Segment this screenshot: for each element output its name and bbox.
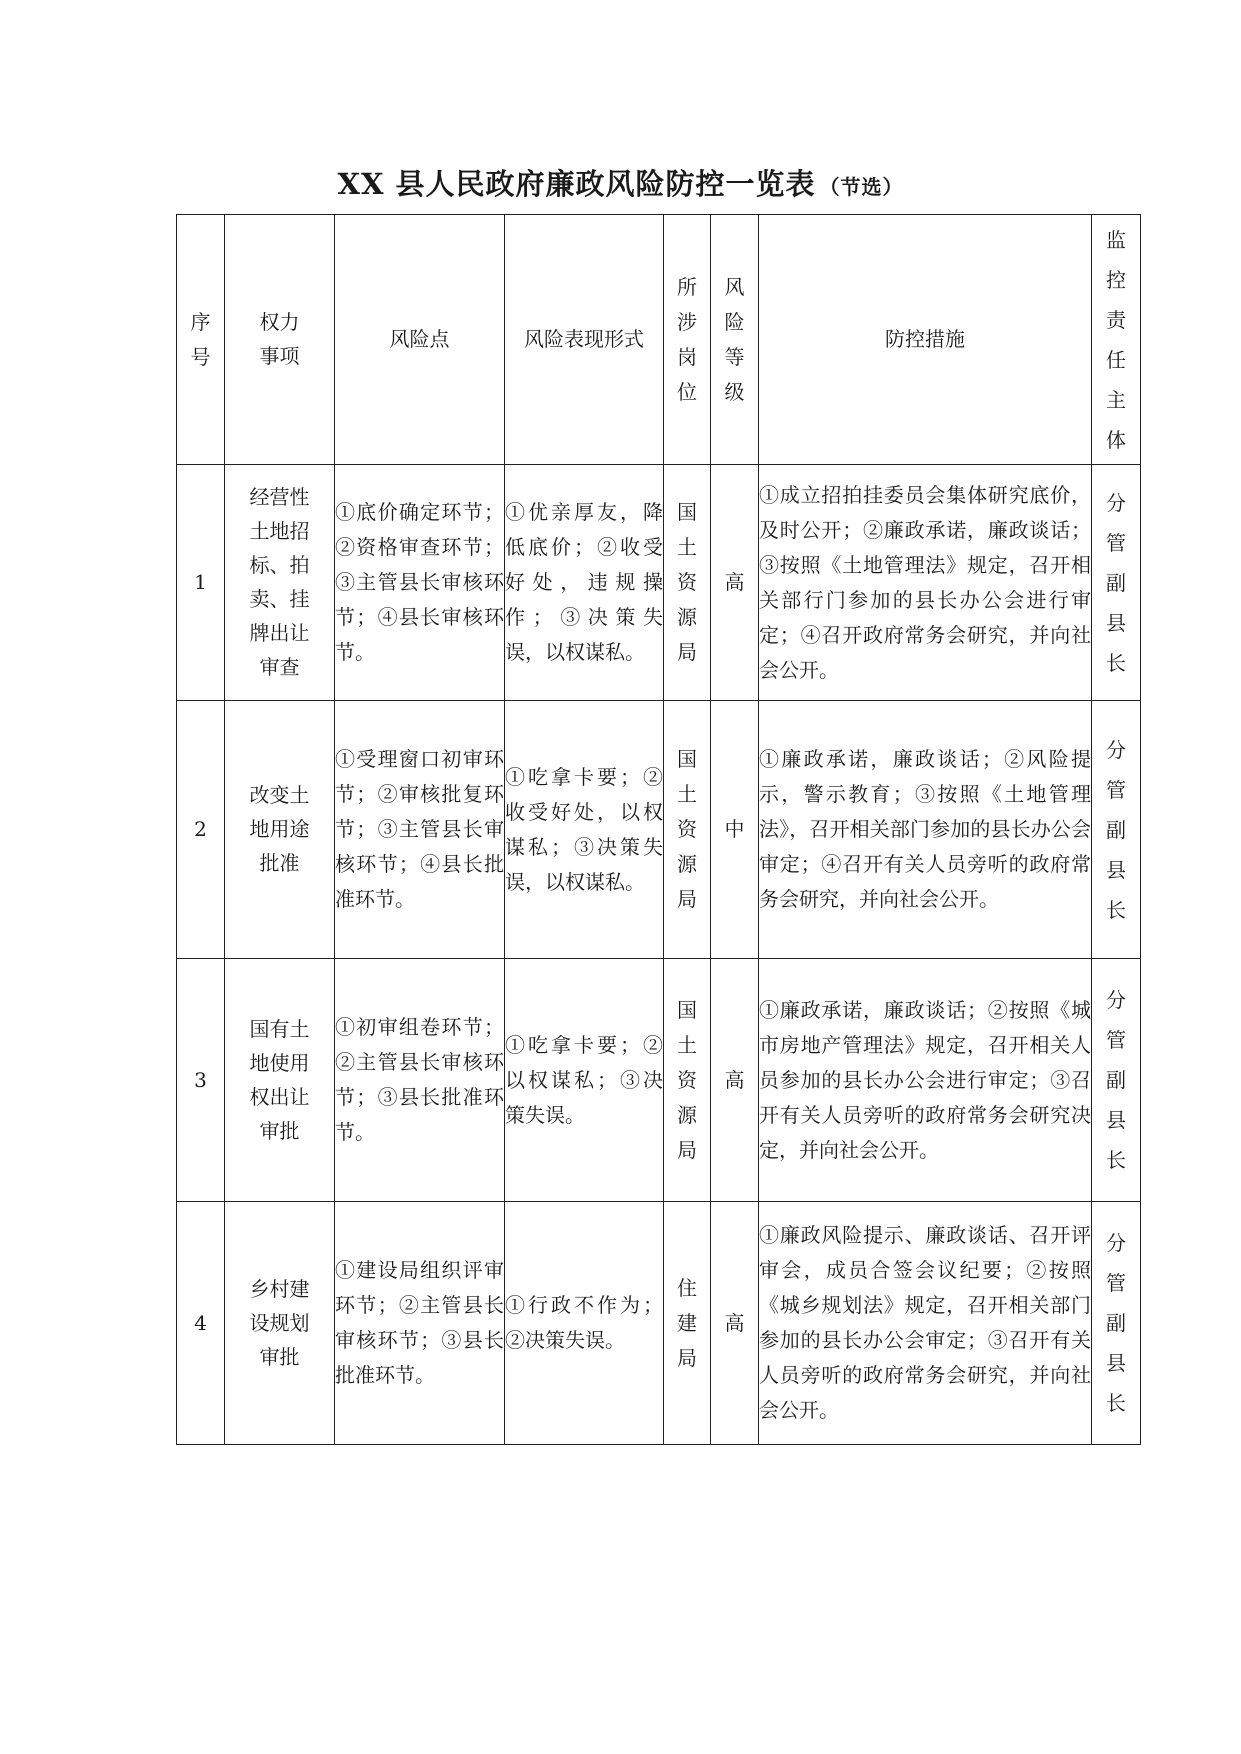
header-level: 风险等级	[711, 215, 759, 465]
cell-supervisor: 分管副县长	[1092, 465, 1141, 701]
cell-risk-point: ①底价确定环节；②资格审查环节；③主管县长审核环节；④县长审核环节。	[335, 465, 505, 701]
cell-risk-point: ①受理窗口初审环节；②审核批复环节；③主管县长审核环节；④县长批准环节。	[335, 701, 505, 959]
cell-matter: 乡村建设规划审批	[225, 1202, 335, 1445]
cell-dept: 住建局	[664, 1202, 711, 1445]
page-title	[0, 164, 1241, 207]
title-sub: （节选）	[819, 175, 904, 199]
cell-level: 高	[711, 465, 759, 701]
cell-measures: ①成立招拍挂委员会集体研究底价，及时公开；②廉政承诺，廉政谈话；③按照《土地管理法》规定，召开相关部行门参加的县长办公会进行审定；④召开政府常务会研究，并向社会公开。	[759, 465, 1092, 701]
cell-risk-form: ①吃拿卡要；②收受好处，以权谋私；③决策失误，以权谋私。	[505, 701, 664, 959]
cell-measures: ①廉政风险提示、廉政谈话、召开评审会，成员合签会议纪要；②按照《城乡规划法》规定，召开相关部门参加的县长办公会审定；③召开有关人员旁听的政府常务会研究，并向社会公开。	[759, 1202, 1092, 1445]
cell-risk-form: ①行政不作为；②决策失误。	[505, 1202, 664, 1445]
header-risk-form: 风险表现形式	[505, 215, 664, 465]
table-row	[177, 701, 1141, 959]
cell-measures: ①廉政承诺，廉政谈话；②按照《城市房地产管理法》规定，召开相关人员参加的县长办公会进行审定；③召开有关人员旁听的政府常务会研究决定，并向社会公开。	[759, 959, 1092, 1202]
header-risk-point: 风险点	[335, 215, 505, 465]
cell-no: 2	[177, 701, 225, 959]
cell-dept: 国土资源局	[664, 959, 711, 1202]
cell-level: 高	[711, 959, 759, 1202]
cell-risk-form: ①优亲厚友，降低底价；②收受好处，违规操作；③决策失误，以权谋私。	[505, 465, 664, 701]
header-row	[177, 215, 1141, 465]
table-row	[177, 465, 1141, 701]
header-matter: 权力事项	[225, 215, 335, 465]
cell-no: 4	[177, 1202, 225, 1445]
cell-dept: 国土资源局	[664, 701, 711, 959]
title-main: XX 县人民政府廉政风险防控一览表	[337, 167, 816, 201]
cell-supervisor: 分管副县长	[1092, 701, 1141, 959]
cell-no: 3	[177, 959, 225, 1202]
cell-no: 1	[177, 465, 225, 701]
cell-matter: 国有土地使用权出让审批	[225, 959, 335, 1202]
cell-risk-point: ①初审组卷环节；②主管县长审核环节；③县长批准环节。	[335, 959, 505, 1202]
cell-risk-point: ①建设局组织评审环节；②主管县长审核环节；③县长批准环节。	[335, 1202, 505, 1445]
cell-dept: 国土资源局	[664, 465, 711, 701]
table-row	[177, 959, 1141, 1202]
header-no: 序号	[177, 215, 225, 465]
cell-risk-form: ①吃拿卡要；②以权谋私；③决策失误。	[505, 959, 664, 1202]
cell-level: 中	[711, 701, 759, 959]
cell-matter: 改变土地用途批准	[225, 701, 335, 959]
cell-supervisor: 分管副县长	[1092, 1202, 1141, 1445]
table-row	[177, 1202, 1141, 1445]
header-dept: 所涉岗位	[664, 215, 711, 465]
risk-control-table	[176, 214, 1141, 1445]
cell-level: 高	[711, 1202, 759, 1445]
header-supervisor: 监控责任主体	[1092, 215, 1141, 465]
cell-matter: 经营性土地招标、拍卖、挂牌出让审查	[225, 465, 335, 701]
cell-measures: ①廉政承诺，廉政谈话；②风险提示，警示教育；③按照《土地管理法》，召开相关部门参加的县长办公会审定；④召开有关人员旁听的政府常务会研究，并向社会公开。	[759, 701, 1092, 959]
cell-supervisor: 分管副县长	[1092, 959, 1141, 1202]
header-measures: 防控措施	[759, 215, 1092, 465]
